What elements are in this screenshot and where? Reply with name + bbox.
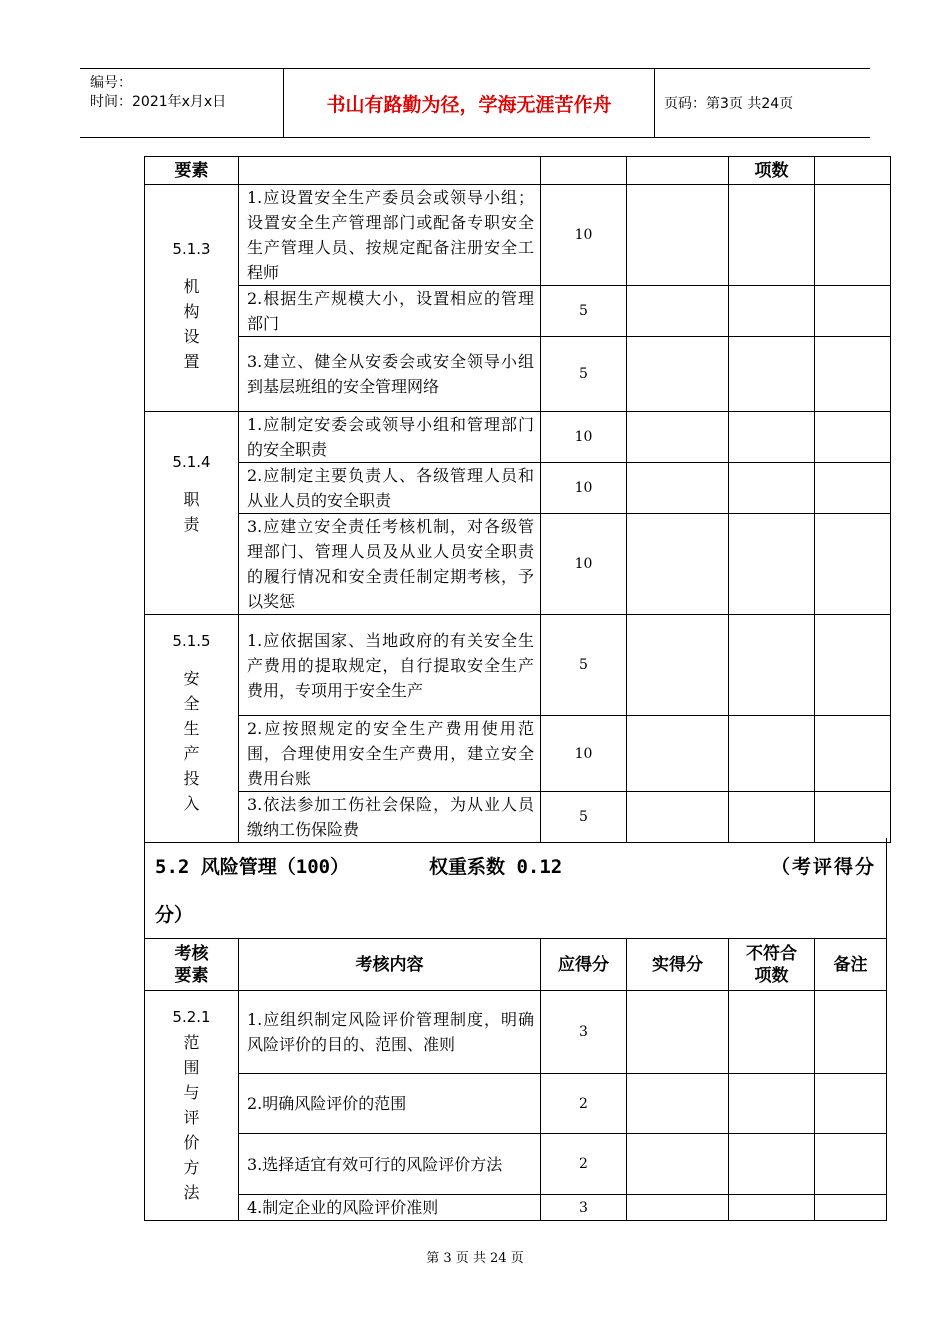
score-cell: 10 xyxy=(541,463,627,514)
content-cell: 1.应制定安委会或领导小组和管理部门的安全职责 xyxy=(239,412,541,463)
col-header-content xyxy=(239,157,541,185)
header-time: 时间：2021年x月x日 xyxy=(90,94,227,110)
actual-score-cell[interactable] xyxy=(627,514,729,615)
content-cell: 1.应组织制定风险评价管理制度，明确风险评价的目的、范围、准则 xyxy=(239,991,541,1074)
remark-cell[interactable] xyxy=(815,514,891,615)
actual-score-cell[interactable] xyxy=(627,991,729,1074)
actual-score-cell[interactable] xyxy=(627,792,729,843)
remark-cell[interactable] xyxy=(815,337,891,412)
col-header-remark xyxy=(815,157,891,185)
header-motto: 书山有路勤为径，学海无涯苦作舟 xyxy=(284,69,655,137)
count-cell[interactable] xyxy=(729,185,815,286)
content-cell: 3.应建立安全责任考核机制，对各级管理部门、管理人员及从业人员安全职责的履行情况和安全责任制定期考核，予以奖惩 xyxy=(239,514,541,615)
remark-cell[interactable] xyxy=(815,615,891,716)
count-cell[interactable] xyxy=(729,337,815,412)
noncompliance-cell[interactable] xyxy=(729,991,815,1074)
actual-score-cell[interactable] xyxy=(627,337,729,412)
actual-score-cell[interactable] xyxy=(627,1074,729,1134)
content-cell: 4.制定企业的风险评价准则 xyxy=(239,1195,541,1221)
table-row xyxy=(145,185,891,286)
actual-score-cell[interactable] xyxy=(627,716,729,792)
count-cell[interactable] xyxy=(729,514,815,615)
count-cell[interactable] xyxy=(729,463,815,514)
remark-cell[interactable] xyxy=(815,412,891,463)
count-cell[interactable] xyxy=(729,286,815,337)
header-number: 编号： xyxy=(90,75,132,91)
section-score-close: 分） xyxy=(155,904,194,926)
table-row xyxy=(145,716,891,792)
page-footer: 第 3 页 共 24 页 xyxy=(426,1251,524,1266)
count-cell[interactable] xyxy=(729,792,815,843)
remark-cell[interactable] xyxy=(815,1134,887,1195)
actual-score-cell[interactable] xyxy=(627,185,729,286)
table-header-row xyxy=(145,939,887,991)
actual-score-cell[interactable] xyxy=(627,1134,729,1195)
table-row xyxy=(145,792,891,843)
actual-score-cell[interactable] xyxy=(627,412,729,463)
remark-cell[interactable] xyxy=(815,1074,887,1134)
col-header-noncompliance: 不符合 项数 xyxy=(729,939,815,991)
page-header xyxy=(80,68,870,138)
col-header-due: 应得分 xyxy=(541,939,627,991)
section-heading-5-2 xyxy=(144,838,887,938)
score-cell: 10 xyxy=(541,185,627,286)
score-cell: 3 xyxy=(541,991,627,1074)
count-cell[interactable] xyxy=(729,412,815,463)
score-cell: 5 xyxy=(541,286,627,337)
score-cell: 5 xyxy=(541,792,627,843)
remark-cell[interactable] xyxy=(815,1195,887,1221)
noncompliance-cell[interactable] xyxy=(729,1195,815,1221)
table-row xyxy=(145,1195,887,1221)
element-cell-5-2-1: 5.2.1 范 围 与 评 价 方 法 xyxy=(145,991,239,1221)
section-score-open: （考评得分 xyxy=(770,856,876,878)
actual-score-cell[interactable] xyxy=(627,463,729,514)
score-cell: 10 xyxy=(541,412,627,463)
header-page-info: 页码：第3页 共24页 xyxy=(664,96,794,112)
table-row xyxy=(145,991,887,1074)
remark-cell[interactable] xyxy=(815,991,887,1074)
noncompliance-cell[interactable] xyxy=(729,1074,815,1134)
table-row xyxy=(145,412,891,463)
col-header-content: 考核内容 xyxy=(239,939,541,991)
table-row xyxy=(145,1074,887,1134)
col-header-count: 项数 xyxy=(729,157,815,185)
content-cell: 3.选择适宜有效可行的风险评价方法 xyxy=(239,1134,541,1195)
col-header-due xyxy=(541,157,627,185)
remark-cell[interactable] xyxy=(815,716,891,792)
score-cell: 2 xyxy=(541,1074,627,1134)
table-row xyxy=(145,337,891,412)
count-cell[interactable] xyxy=(729,716,815,792)
header-meta xyxy=(80,69,284,137)
content-cell: 2.根据生产规模大小，设置相应的管理部门 xyxy=(239,286,541,337)
section-title: 5.2 风险管理（100） xyxy=(155,856,350,878)
table-row xyxy=(145,514,891,615)
count-cell[interactable] xyxy=(729,615,815,716)
actual-score-cell[interactable] xyxy=(627,1195,729,1221)
score-cell: 2 xyxy=(541,1134,627,1195)
content-cell: 1.应设置安全生产委员会或领导小组；设置安全生产管理部门或配备专职安全生产管理人员、按规定配备注册安全工程师 xyxy=(239,185,541,286)
content-cell: 2.应制定主要负责人、各级管理人员和从业人员的安全职责 xyxy=(239,463,541,514)
content-cell: 2.明确风险评价的范围 xyxy=(239,1074,541,1134)
table-row xyxy=(145,615,891,716)
assessment-table-5-1 xyxy=(144,156,891,843)
element-cell-5-1-3: 5.1.3 机 构 设 置 xyxy=(145,185,239,412)
element-cell-5-1-4: 5.1.4 职 责 xyxy=(145,412,239,615)
remark-cell[interactable] xyxy=(815,463,891,514)
actual-score-cell[interactable] xyxy=(627,286,729,337)
score-cell: 10 xyxy=(541,514,627,615)
col-header-actual: 实得分 xyxy=(627,939,729,991)
noncompliance-cell[interactable] xyxy=(729,1134,815,1195)
assessment-table-5-2 xyxy=(144,938,887,1221)
table-header-row xyxy=(145,157,891,185)
table-row xyxy=(145,1134,887,1195)
content-cell: 2.应按照规定的安全生产费用使用范围，合理使用安全生产费用，建立安全费用台账 xyxy=(239,716,541,792)
col-header-actual xyxy=(627,157,729,185)
score-cell: 3 xyxy=(541,1195,627,1221)
element-cell-5-1-5: 5.1.5 安 全 生 产 投 入 xyxy=(145,615,239,843)
col-header-element: 考核 要素 xyxy=(145,939,239,991)
table-row xyxy=(145,463,891,514)
score-cell: 5 xyxy=(541,615,627,716)
content-cell: 1.应依据国家、当地政府的有关安全生产费用的提取规定，自行提取安全生产费用，专项用于安全生产 xyxy=(239,615,541,716)
actual-score-cell[interactable] xyxy=(627,615,729,716)
remark-cell[interactable] xyxy=(815,792,891,843)
remark-cell[interactable] xyxy=(815,286,891,337)
score-cell: 5 xyxy=(541,337,627,412)
table-row xyxy=(145,286,891,337)
score-cell: 10 xyxy=(541,716,627,792)
content-cell: 3.建立、健全从安委会或安全领导小组到基层班组的安全管理网络 xyxy=(239,337,541,412)
content-cell: 3.依法参加工伤社会保险，为从业人员缴纳工伤保险费 xyxy=(239,792,541,843)
remark-cell[interactable] xyxy=(815,185,891,286)
col-header-element: 要素 xyxy=(145,157,239,185)
col-header-remark: 备注 xyxy=(815,939,887,991)
section-weight: 权重系数 0.12 xyxy=(429,856,563,878)
